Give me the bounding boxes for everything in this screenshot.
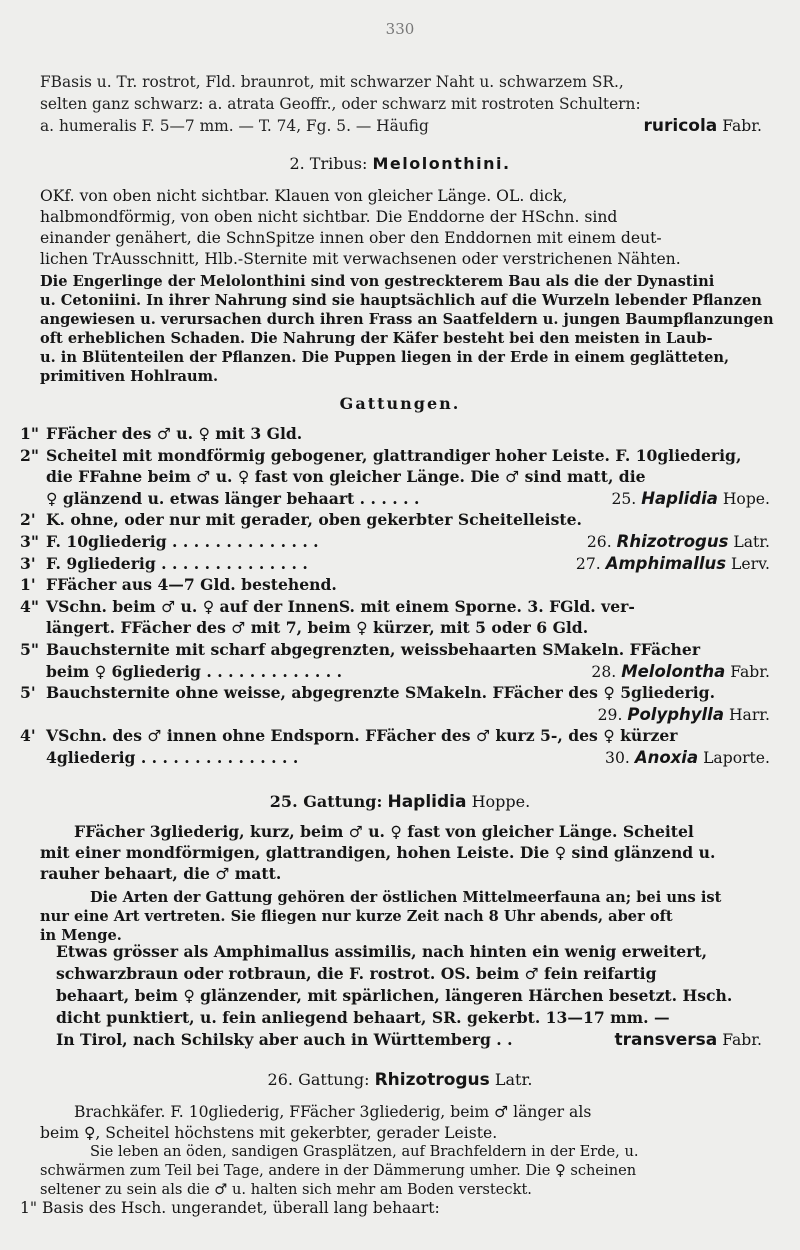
tribus-description: [40, 186, 762, 270]
text-line: selten ganz schwarz: a. atrata Geoffr., oder schwarz mit rostroten Schultern:: [40, 95, 641, 113]
top-continuation-text: [40, 72, 762, 136]
key-text: F. 10gliederig . . . . . . . . . . . . . .: [46, 532, 319, 551]
key-text: Bauchsternite mit scharf abgegrenzten, weissbehaarten SMakeln. FFächer: [46, 640, 701, 659]
key-text: längert. FFächer des ♂ mit 7, beim ♀ kürzer, mit 5 oder 6 Gld.: [46, 618, 589, 638]
genus-reference: [611, 489, 770, 509]
genus-name: Amphimallus: [605, 553, 727, 573]
key-text: Scheitel mit mondförmig gebogener, glattrandiger hoher Leiste. F. 10gliederig,: [46, 445, 742, 465]
text-line: Die Arten der Gattung gehören der östlichen Mittelmeerfauna an; bei uns ist: [90, 889, 722, 906]
text-line: a. humeralis F. 5—7 mm. — T. 74, Fg. 5. — Häufig: [40, 117, 429, 135]
key-text: ♀ glänzend u. etwas länger behaart . . . . . .: [46, 488, 420, 508]
text-line: schwärmen zum Teil bei Tage, andere in der Dämmerung umher. Die ♀ scheinen: [40, 1162, 637, 1179]
key-row: [20, 446, 741, 466]
key-row: [20, 726, 677, 746]
gattung-number: 25. Gattung:: [269, 792, 383, 811]
text-line: einander genähert, die SchnSpitze innen ober den Enddornen mit einem deut-: [40, 229, 662, 247]
key-text: K. ohne, oder nur mit gerader, oben gekerbter Scheitelleiste.: [46, 510, 582, 530]
key-row: [20, 683, 715, 703]
key-text: beim ♀ 6gliederig . . . . . . . . . . . . .: [46, 661, 343, 681]
species-entry: [614, 1030, 762, 1050]
tribus-heading: [0, 154, 800, 173]
key-number: 5': [20, 683, 36, 703]
species-name: transversa: [614, 1030, 718, 1050]
key-text: 4gliederig . . . . . . . . . . . . . . .: [46, 748, 299, 767]
gattung-26-heading: [0, 1070, 800, 1090]
text-line: lichen TrAusschnitt, Hlb.-Sternite mit verwachsenen oder verstrichenen Nähten.: [40, 250, 681, 268]
key-number: 4': [20, 726, 36, 746]
gattung-25-note: [40, 888, 762, 946]
text-line: OKf. von oben nicht sichtbar. Klauen von gleicher Länge. OL. dick,: [40, 187, 568, 205]
gattung-26-note: [40, 1142, 762, 1202]
genus-name: Rhizotrogus: [616, 532, 729, 551]
key-row: [20, 705, 46, 725]
text-line: Die Engerlinge der Melolonthini sind von gestreckterem Bau als die der Dynastini: [40, 273, 715, 290]
gattung-25-heading: [0, 792, 800, 812]
genus-reference: [591, 662, 770, 682]
identification-key: [20, 424, 770, 774]
genus-name: Rhizotrogus: [374, 1070, 490, 1090]
key-row: [20, 554, 308, 574]
text-line: Brachkäfer. F. 10gliederig, FFächer 3gliederig, beim ♂ länger als: [74, 1103, 592, 1121]
genus-name: Haplidia: [641, 488, 718, 508]
species-author: Fabr.: [722, 1031, 762, 1049]
text-line: u. Cetoniini. In ihrer Nahrung sind sie hauptsächlich auf die Wurzeln lebender Pflanzen: [40, 292, 762, 309]
genus-name: Melolontha: [621, 661, 726, 681]
page-number: 330: [385, 20, 415, 38]
key-row: [20, 467, 646, 487]
genus-author: Hoppe.: [471, 792, 531, 811]
genus-reference: [576, 554, 770, 574]
genus-reference: [598, 705, 770, 725]
text-line: oft erheblichen Schaden. Die Nahrung der Käfer besteht bei den meisten in Laub-: [40, 330, 713, 347]
text-line: behaart, beim ♀ glänzender, mit spärlichen, längeren Härchen besetzt. Hsch.: [56, 986, 733, 1005]
key-row: [20, 489, 419, 509]
genus-number: 28.: [591, 662, 622, 681]
text-line: FFächer 3gliederig, kurz, beim ♂ u. ♀ fast von gleicher Länge. Scheitel: [74, 822, 694, 841]
genus-number: 30.: [605, 749, 635, 767]
gattung-26-description: [40, 1102, 762, 1144]
genus-author: Harr.: [723, 705, 770, 724]
text-line: rauher behaart, die ♂ matt.: [40, 864, 282, 883]
key-row: [20, 424, 302, 444]
key-number: 2': [20, 510, 36, 530]
genus-author: Lerv.: [726, 554, 770, 573]
text-line: beim ♀, Scheitel höchstens mit gekerbter, gerader Leiste.: [40, 1124, 498, 1142]
genus-reference: [605, 748, 770, 768]
genus-number: 25.: [611, 489, 642, 508]
genus-name: Haplidia: [387, 792, 467, 812]
text-line: nur eine Art vertreten. Sie fliegen nur kurze Zeit nach 8 Uhr abends, aber oft: [40, 908, 673, 925]
text-line: FBasis u. Tr. rostrot, Fld. braunrot, mit schwarzer Naht u. schwarzem SR.,: [40, 73, 624, 91]
text-line: Sie leben an öden, sandigen Grasplätzen, auf Brachfeldern in der Erde, u.: [90, 1143, 639, 1160]
species-entry: [644, 116, 762, 136]
gattungen-title: Gattungen.: [339, 394, 461, 413]
genus-number: 26.: [586, 533, 617, 551]
key-number: 4": [20, 596, 39, 616]
text-line: 1" Basis des Hsch. ungerandet, überall lang behaart:: [20, 1199, 440, 1217]
tribus-prefix: 2. Tribus:: [289, 154, 368, 173]
key-row: [20, 575, 337, 595]
genus-author: Hope.: [717, 489, 770, 508]
genus-author: Latr.: [728, 533, 770, 551]
text-line: seltener zu sein als die ♂ u. halten sich mehr am Boden versteckt.: [40, 1181, 532, 1198]
gattungen-heading: [0, 394, 800, 413]
species-name: ruricola: [643, 116, 718, 136]
key-text: VSchn. des ♂ innen ohne Endsporn. FFächer des ♂ kurz 5-, des ♀ kürzer: [46, 726, 678, 746]
text-line: primitiven Hohlraum.: [40, 368, 219, 385]
text-line: in Menge.: [40, 927, 122, 944]
genus-author: Laporte.: [698, 749, 770, 767]
text-line: In Tirol, nach Schilsky aber auch in Württemberg . .: [56, 1030, 513, 1049]
genus-name: Anoxia: [634, 748, 699, 767]
key-number: 5": [20, 640, 39, 659]
gattung-number: 26. Gattung:: [267, 1070, 370, 1089]
genus-author: Fabr.: [725, 662, 770, 681]
key-number: 3": [20, 532, 39, 551]
key-text: die FFahne beim ♂ u. ♀ fast von gleicher Länge. Die ♂ sind matt, die: [46, 467, 646, 487]
species-description: [40, 942, 762, 1052]
key-row: [20, 662, 342, 682]
key-text: Bauchsternite ohne weisse, abgegrenzte SMakeln. FFächer des ♀ 5gliederig.: [46, 683, 716, 703]
text-line: dicht punktiert, u. fein anliegend behaart, SR. gekerbt. 13—17 mm. —: [56, 1008, 670, 1027]
key-text: FFächer aus 4—7 Gld. bestehend.: [46, 575, 337, 595]
text-line: schwarzbraun oder rotbraun, die F. rostrot. OS. beim ♂ fein reifartig: [56, 964, 657, 983]
tribus-note: [40, 272, 774, 392]
key-row: [20, 597, 635, 617]
key-number: 2": [20, 445, 39, 465]
key-row: [20, 618, 588, 638]
key-text: F. 9gliederig . . . . . . . . . . . . . .: [46, 553, 308, 573]
genus-number: 27.: [575, 554, 606, 573]
text-line: Etwas grösser als Amphimallus assimilis, nach hinten ein wenig erweitert,: [56, 942, 708, 961]
genus-author: Latr.: [494, 1070, 533, 1089]
key-row: [20, 640, 700, 660]
key-row: [20, 532, 319, 552]
key-text: VSchn. beim ♂ u. ♀ auf der InnenS. mit einem Sporne. 3. FGld. ver-: [46, 596, 635, 616]
genus-reference: [587, 532, 770, 552]
genus-name: Polyphylla: [627, 704, 724, 724]
species-author: Fabr.: [722, 117, 762, 135]
text-line: angewiesen u. verursachen durch ihren Frass an Saatfeldern u. jungen Baumpflanzungen: [40, 311, 774, 328]
key-number: 1': [20, 575, 36, 595]
gattung-26-key: [20, 1198, 742, 1222]
key-row: [20, 748, 298, 768]
key-number: 1": [20, 424, 39, 443]
tribus-name: Melolonthini.: [372, 154, 511, 173]
gattung-25-description: [40, 822, 762, 888]
genus-number: 29.: [597, 705, 628, 724]
key-text: FFächer des ♂ u. ♀ mit 3 Gld.: [46, 424, 303, 443]
text-line: mit einer mondförmigen, glattrandigen, hohen Leiste. Die ♀ sind glänzend u.: [40, 843, 716, 862]
key-number: 3': [20, 553, 36, 573]
text-line: u. in Blütenteilen der Pflanzen. Die Puppen liegen in der Erde in einem geglätteten,: [40, 349, 730, 366]
text-line: halbmondförmig, von oben nicht sichtbar. Die Enddorne der HSchn. sind: [40, 208, 618, 226]
key-row: [20, 510, 582, 530]
